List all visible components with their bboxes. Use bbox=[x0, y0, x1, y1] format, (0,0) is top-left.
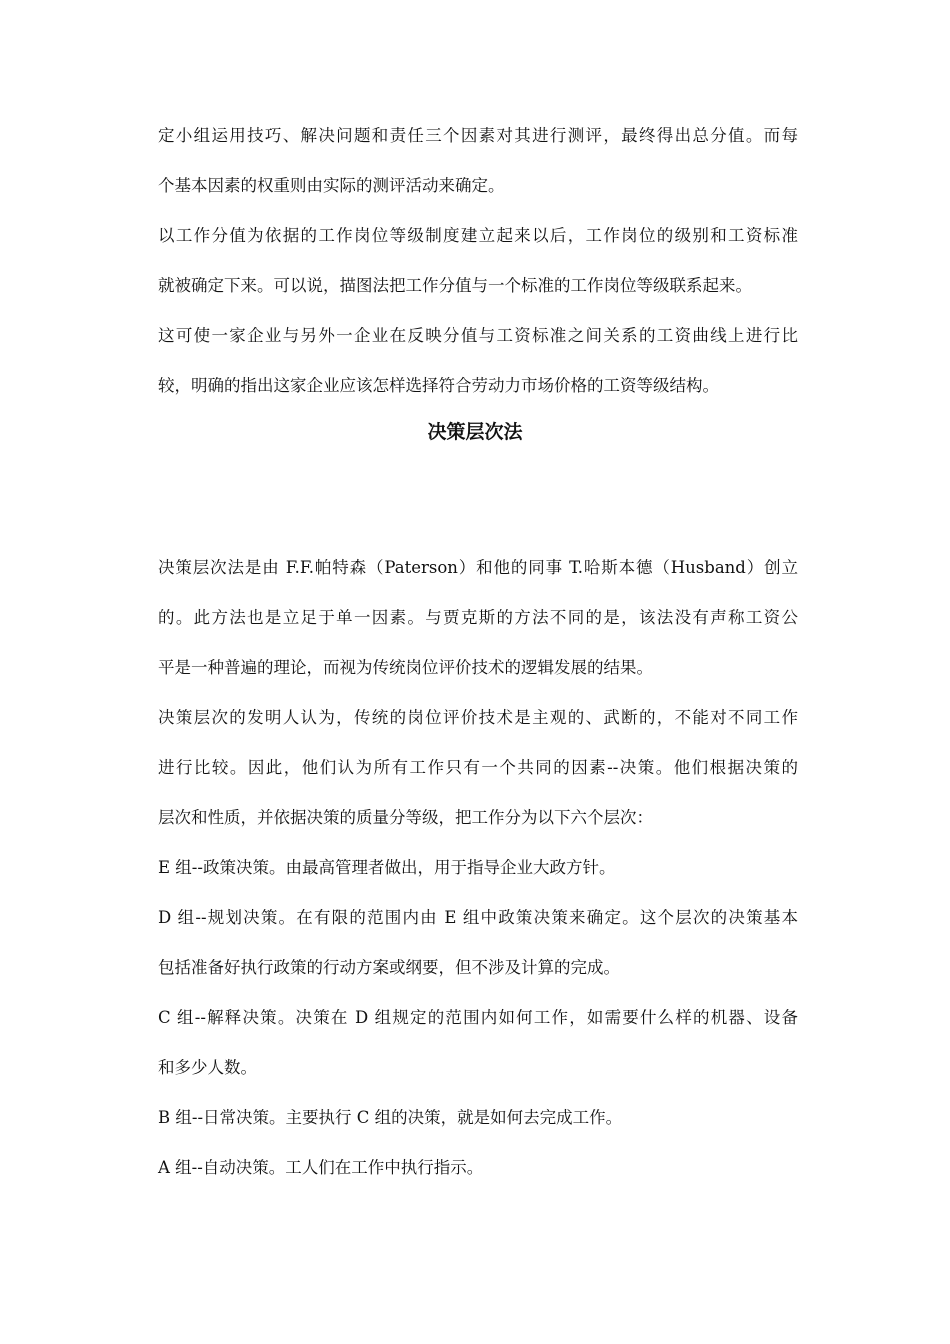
paragraph-line: 较，明确的指出这家企业应该怎样选择符合劳动力市场价格的工资等级结构。 bbox=[158, 376, 719, 395]
paragraph-line: 进行比较。因此，他们认为所有工作只有一个共同的因素--决策。他们根据决策的 bbox=[158, 758, 798, 777]
paragraph-line: 定小组运用技巧、解决问题和责任三个因素对其进行测评，最终得出总分值。而每 bbox=[158, 126, 798, 145]
paragraph-line: 层次和性质，并依据决策的质量分等级，把工作分为以下六个层次： bbox=[158, 808, 653, 827]
paragraph-line: 就被确定下来。可以说，描图法把工作分值与一个标准的工作岗位等级联系起来。 bbox=[158, 276, 752, 295]
paragraph-line: 以工作分值为依据的工作岗位等级制度建立起来以后，工作岗位的级别和工资标准 bbox=[158, 226, 798, 245]
list-item-group-d: D 组--规划决策。在有限的范围内由 E 组中政策决策来确定。这个层次的决策基本 bbox=[158, 908, 798, 927]
paragraph-line: 决策层次的发明人认为，传统的岗位评价技术是主观的、武断的，不能对不同工作 bbox=[158, 708, 798, 727]
paragraph-line: 个基本因素的权重则由实际的测评活动来确定。 bbox=[158, 176, 505, 195]
list-item-group-c: C 组--解释决策。决策在 D 组规定的范围内如何工作，如需要什么样的机器、设备 bbox=[158, 1008, 798, 1027]
paragraph-line: 决策层次法是由 F.F.帕特森（Paterson）和他的同事 T.哈斯本德（Husband）创立 bbox=[158, 558, 798, 577]
list-item-group-b: B 组--日常决策。主要执行 C 组的决策，就是如何去完成工作。 bbox=[158, 1108, 623, 1127]
list-item-group-c-cont: 和多少人数。 bbox=[158, 1058, 257, 1077]
list-item-group-d-cont: 包括准备好执行政策的行动方案或纲要，但不涉及计算的完成。 bbox=[158, 958, 620, 977]
paragraph-line: 这可使一家企业与另外一企业在反映分值与工资标准之间关系的工资曲线上进行比 bbox=[158, 326, 798, 345]
paragraph-line: 的。此方法也是立足于单一因素。与贾克斯的方法不同的是，该法没有声称工资公 bbox=[158, 608, 798, 627]
list-item-group-a: A 组--自动决策。工人们在工作中执行指示。 bbox=[158, 1158, 484, 1177]
paragraph-line: 平是一种普遍的理论，而视为传统岗位评价技术的逻辑发展的结果。 bbox=[158, 658, 653, 677]
section-heading: 决策层次法 bbox=[427, 421, 523, 443]
list-item-group-e: E 组--政策决策。由最高管理者做出，用于指导企业大政方针。 bbox=[158, 858, 616, 877]
